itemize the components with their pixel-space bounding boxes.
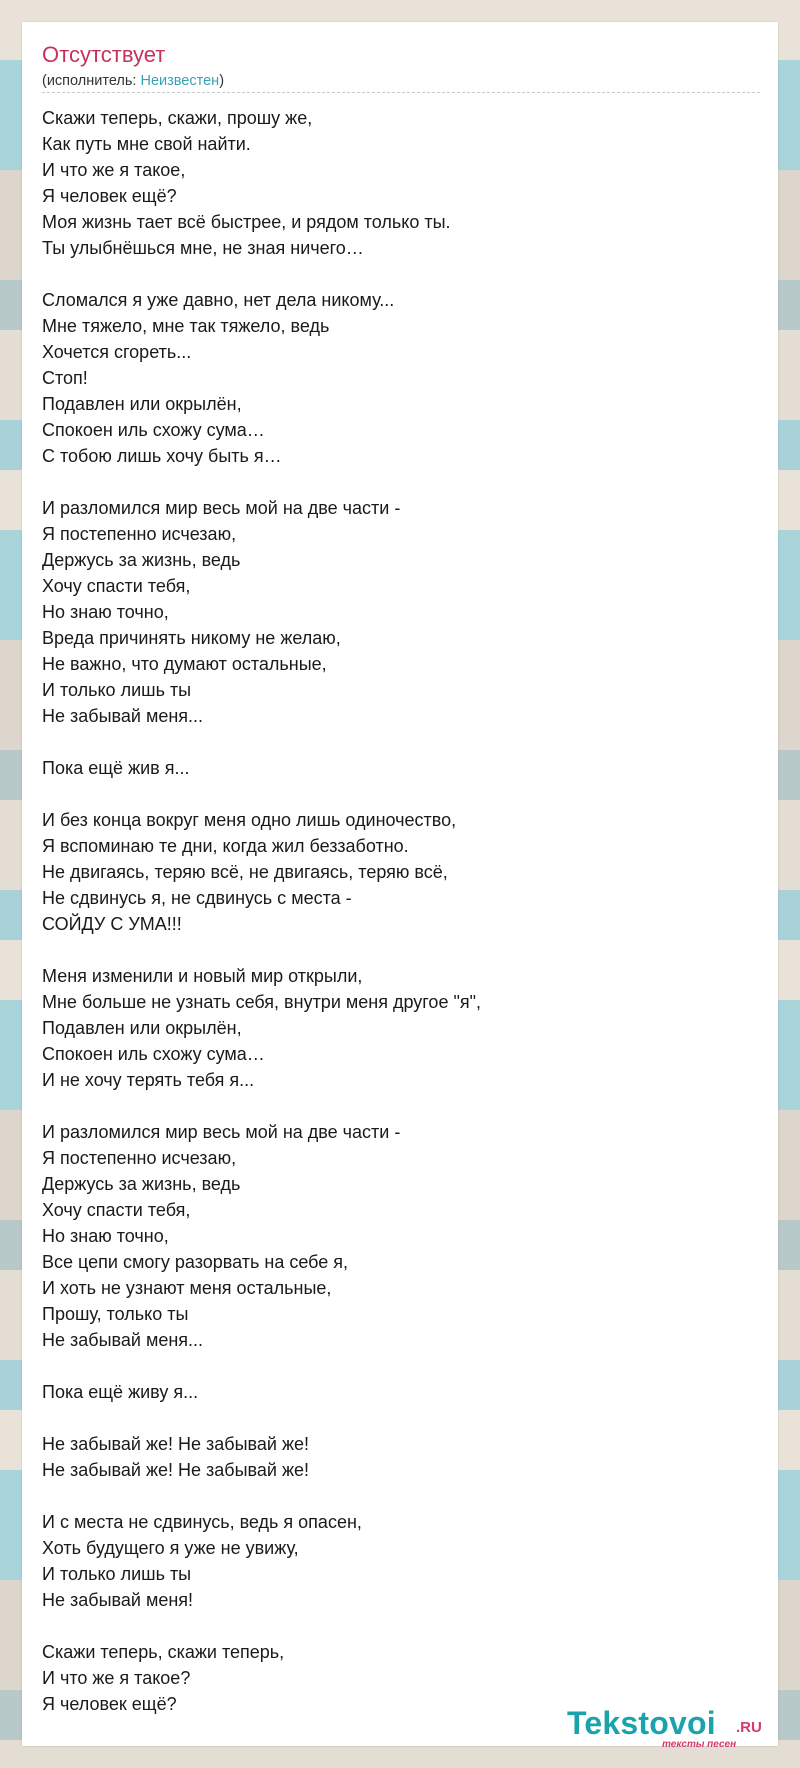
lyrics-stanza	[42, 963, 758, 1093]
lyric-line: Сломался я уже давно, нет дела никому...	[42, 290, 395, 310]
lyric-line: Прошу, только ты	[42, 1304, 189, 1324]
artist-line	[42, 72, 224, 90]
artist-prefix: (исполнитель:	[42, 73, 141, 89]
lyric-line: Не забывай же! Не забывай же!	[42, 1434, 310, 1454]
lyrics-stanza	[42, 105, 758, 261]
lyric-line: Но знаю точно,	[42, 1226, 169, 1246]
lyric-line: Пока ещё жив я...	[42, 758, 190, 778]
lyric-line: Спокоен иль схожу сума…	[42, 420, 265, 440]
site-logo[interactable]	[567, 1705, 767, 1750]
lyric-line: Не двигаясь, теряю всё, не двигаясь, теряю всё,	[42, 862, 448, 882]
lyric-line: И только лишь ты	[42, 1564, 192, 1584]
lyric-line: Меня изменили и новый мир открыли,	[42, 966, 363, 986]
lyric-line: И не хочу терять тебя я...	[42, 1070, 255, 1090]
logo-tld: .RU	[736, 1719, 762, 1736]
lyric-line: Я человек ещё?	[42, 186, 177, 206]
logo-tagline: тексты песен	[662, 1739, 737, 1750]
lyric-line: Спокоен иль схожу сума…	[42, 1044, 265, 1064]
lyric-line: Мне больше не узнать себя, внутри меня другое "я",	[42, 992, 481, 1012]
lyric-line: Я постепенно исчезаю,	[42, 524, 237, 544]
lyrics-page	[22, 22, 778, 1750]
lyric-line: Скажи теперь, скажи теперь,	[42, 1642, 285, 1662]
lyrics-stanza	[42, 1119, 758, 1353]
lyric-line: Моя жизнь тает всё быстрее, и рядом только ты.	[42, 212, 451, 232]
lyric-line: Но знаю точно,	[42, 602, 169, 622]
logo-wordmark: Tekstovoi	[567, 1705, 716, 1741]
dashed-divider	[42, 92, 760, 93]
lyric-line: И без конца вокруг меня одно лишь одиночество,	[42, 810, 457, 830]
lyric-line: Не забывай меня...	[42, 1330, 204, 1350]
lyric-line: Не забывай же! Не забывай же!	[42, 1460, 310, 1480]
lyric-line: Мне тяжело, мне так тяжело, ведь	[42, 316, 330, 336]
lyric-line: И только лишь ты	[42, 680, 192, 700]
lyric-line: Держусь за жизнь, ведь	[42, 550, 241, 570]
lyric-line: Ты улыбнёшься мне, не зная ничего…	[42, 238, 364, 258]
lyric-line: Я постепенно исчезаю,	[42, 1148, 237, 1168]
lyric-line: Как путь мне свой найти.	[42, 134, 251, 154]
lyrics-stanza	[42, 1431, 758, 1483]
lyrics-stanza	[42, 755, 758, 781]
lyrics-stanza	[42, 1379, 758, 1405]
lyric-line: И разломился мир весь мой на две части -	[42, 1122, 401, 1142]
lyric-line: Хочется сгореть...	[42, 342, 192, 362]
lyric-line: СОЙДУ С УМА!!!	[42, 914, 182, 934]
lyric-line: Подавлен или окрылён,	[42, 1018, 242, 1038]
lyrics-stanza	[42, 1509, 758, 1613]
lyric-line: Вреда причинять никому не желаю,	[42, 628, 341, 648]
artist-suffix: )	[219, 73, 225, 89]
lyric-line: И разломился мир весь мой на две части -	[42, 498, 401, 518]
lyric-line: Я вспоминаю те дни, когда жил беззаботно.	[42, 836, 409, 856]
song-title: Отсутствует	[42, 42, 166, 67]
lyric-line: Скажи теперь, скажи, прошу же,	[42, 108, 313, 128]
lyric-line: Пока ещё живу я...	[42, 1382, 199, 1402]
lyric-line: И что же я такое,	[42, 160, 186, 180]
lyric-line: Я человек ещё?	[42, 1694, 177, 1714]
lyric-line: Держусь за жизнь, ведь	[42, 1174, 241, 1194]
lyric-line: И хоть не узнают меня остальные,	[42, 1278, 332, 1298]
lyric-line: С тобою лишь хочу быть я…	[42, 446, 282, 466]
lyric-line: И с места не сдвинусь, ведь я опасен,	[42, 1512, 362, 1532]
lyric-line: Не забывай меня!	[42, 1590, 194, 1610]
lyric-line: Стоп!	[42, 368, 88, 388]
artist-link[interactable]: Неизвестен	[140, 73, 220, 89]
lyric-line: Хочу спасти тебя,	[42, 576, 191, 596]
lyrics-stanza	[42, 287, 758, 469]
lyrics-stanza	[42, 807, 758, 937]
lyric-line: Не сдвинусь я, не сдвинусь с места -	[42, 888, 352, 908]
lyric-line: Все цепи смогу разорвать на себе я,	[42, 1252, 349, 1272]
lyric-line: Не забывай меня...	[42, 706, 204, 726]
lyric-line: Подавлен или окрылён,	[42, 394, 242, 414]
lyric-line: Хочу спасти тебя,	[42, 1200, 191, 1220]
lyrics-body	[42, 105, 758, 1743]
lyric-line: И что же я такое?	[42, 1668, 191, 1688]
lyric-line: Хоть будущего я уже не увижу,	[42, 1538, 299, 1558]
lyric-line: Не важно, что думают остальные,	[42, 654, 327, 674]
lyrics-stanza	[42, 495, 758, 729]
